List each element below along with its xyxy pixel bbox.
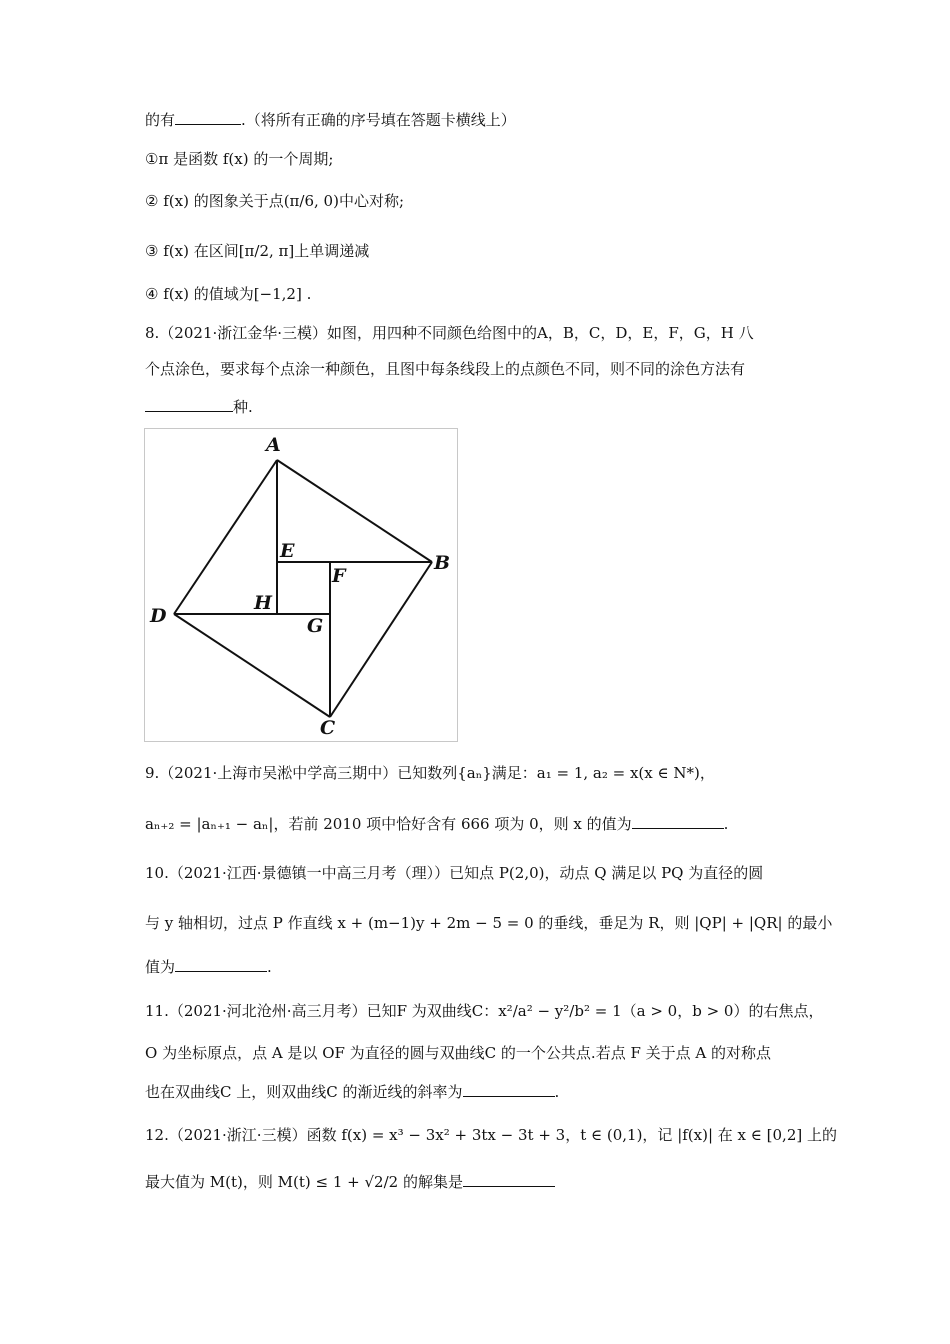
option-4: ④ f(x) 的值域为[−1,2] . [145, 285, 312, 303]
label-e: E [280, 540, 295, 562]
label-f: F [332, 565, 346, 587]
option-2: ② f(x) 的图象关于点(π/6, 0)中心对称; [145, 192, 404, 210]
question-11-line-2: O 为坐标原点，点 A 是以 OF 为直径的圆与双曲线C 的一个公共点.若点 F 关于点 A 的对称点 [145, 1044, 772, 1062]
text: 也在双曲线C 上，则双曲线C 的渐近线的斜率为 [145, 1083, 463, 1101]
text: 的有 [145, 111, 176, 129]
label-b: B [434, 552, 451, 574]
text: . [267, 958, 272, 976]
answer-blank[interactable] [145, 395, 233, 412]
text: aₙ₊₂ = |aₙ₊₁ − aₙ|，若前 2010 项中恰好含有 666 项为 0，则 x 的值为 [145, 815, 632, 833]
question-8-line-3 [145, 395, 253, 418]
option-3: ③ f(x) 在区间[π/2, π]上单调递减 [145, 242, 370, 260]
label-h: H [254, 592, 272, 614]
text: . [554, 1083, 560, 1101]
text: 最大值为 M(t)，则 M(t) ≤ 1 + √2/2 的解集是 [145, 1173, 463, 1191]
text: 种. [233, 398, 253, 416]
label-g: G [307, 615, 324, 637]
question-8-line-1: 8.（2021·浙江金华·三模）如图，用四种不同颜色给图中的A，B，C，D，E，F，G，H 八 [145, 324, 754, 342]
figure-svg [145, 429, 457, 741]
line-1 [145, 108, 516, 131]
text: . [723, 815, 729, 833]
question-12-line-1: 12.（2021·浙江·三模）函数 f(x) = x³ − 3x² + 3tx − 3t + 3，t ∈ (0,1)，记 |f(x)| 在 x ∈ [0,2] 上的 [145, 1126, 837, 1144]
label-d: D [150, 605, 167, 627]
question-10-line-2: 与 y 轴相切，过点 P 作直线 x + (m−1)y + 2m − 5 = 0 的垂线，垂足为 R，则 |QP| + |QR| 的最小 [145, 914, 833, 932]
question-10-line-3 [145, 955, 272, 978]
label-c: C [320, 717, 336, 739]
label-a: A [266, 434, 281, 456]
text: 值为 [145, 958, 176, 976]
answer-blank[interactable] [175, 955, 267, 972]
segment-da [174, 460, 277, 614]
question-12-line-2 [145, 1170, 555, 1193]
answer-blank[interactable] [463, 1080, 555, 1097]
option-1: ①π 是函数 f(x) 的一个周期; [145, 150, 334, 168]
question-8-line-2: 个点涂色，要求每个点涂一种颜色，且图中每条线段上的点颜色不同，则不同的涂色方法有 [145, 360, 746, 378]
answer-blank[interactable] [175, 108, 241, 125]
question-11-line-1: 11.（2021·河北沧州·高三月考）已知F 为双曲线C：x²/a² − y²/b² = 1（a > 0，b > 0）的右焦点， [145, 1002, 824, 1020]
segment-ab [277, 460, 432, 562]
question-11-line-3 [145, 1080, 559, 1103]
question-10-line-1: 10.（2021·江西·景德镇一中高三月考（理））已知点 P(2,0)，动点 Q 满足以 PQ 为直径的圆 [145, 864, 764, 882]
answer-blank[interactable] [632, 812, 724, 829]
text: .（将所有正确的序号填在答题卡横线上） [241, 111, 516, 129]
question-9-line-2 [145, 812, 728, 835]
question-9-line-1: 9.（2021·上海市吴淞中学高三期中）已知数列{aₙ}满足：a₁ = 1, a₂ = x(x ∈ N*)， [145, 764, 715, 782]
geometry-figure [144, 428, 458, 742]
answer-blank[interactable] [463, 1170, 555, 1187]
